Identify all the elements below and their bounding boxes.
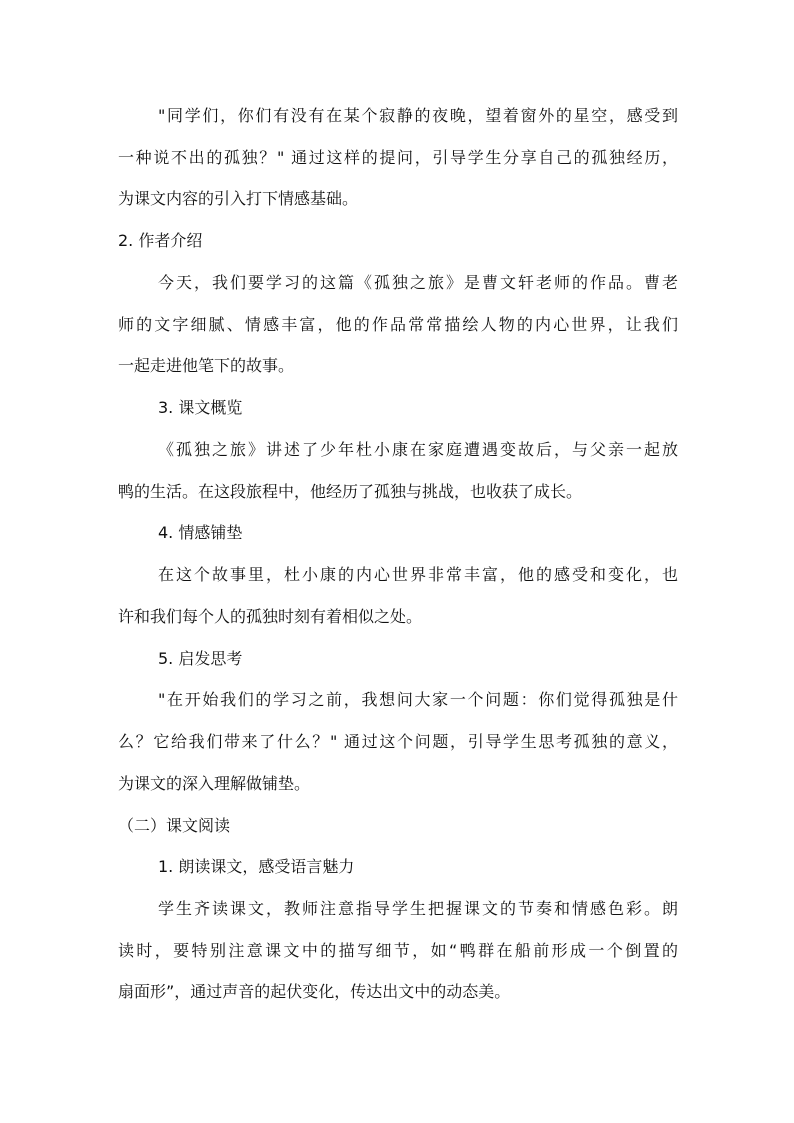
para2-line1: 今天，我们要学习的这篇《孤独之旅》是曹文轩老师的作品。曹老 xyxy=(158,273,678,292)
para5-line2: 么？它给我们带来了什么？" 通过这个问题，引导学生思考孤独的意义， xyxy=(118,732,678,751)
heading-author-intro: 2. 作者介绍 xyxy=(118,231,203,250)
heading-text-overview: 3. 课文概览 xyxy=(158,398,243,417)
para1-line2: 一种说不出的孤独？" 通过这样的提问，引导学生分享自己的孤独经历， xyxy=(118,148,678,167)
para3-line2: 鸭的生活。在这段旅程中，他经历了孤独与挑战，也收获了成长。 xyxy=(118,482,583,501)
para2-line2: 师的文字细腻、情感丰富，他的作品常常描绘人物的内心世界，让我们 xyxy=(118,315,678,334)
para2-line3: 一起走进他笔下的故事。 xyxy=(118,356,295,375)
heading-read-aloud: 1. 朗读课文，感受语言魅力 xyxy=(158,857,355,876)
para5-line3: 为课文的深入理解做铺垫。 xyxy=(118,774,311,793)
para6-line2: 读时，要特别注意课文中的描写细节，如“鸭群在船前形成一个倒置的 xyxy=(118,941,678,960)
heading-inspire-thinking: 5. 启发思考 xyxy=(158,649,243,668)
para6-line1: 学生齐读课文，教师注意指导学生把握课文的节奏和情感色彩。朗 xyxy=(158,899,678,918)
para1-line1: "同学们，你们有没有在某个寂静的夜晚，望着窗外的星空，感受到 xyxy=(158,106,678,125)
para5-line1: "在开始我们的学习之前，我想问大家一个问题：你们觉得孤独是什 xyxy=(158,690,678,709)
para4-line1: 在这个故事里，杜小康的内心世界非常丰富，他的感受和变化，也 xyxy=(158,565,678,584)
para1-line3: 为课文内容的引入打下情感基础。 xyxy=(118,189,359,208)
section-text-reading: （二）课文阅读 xyxy=(118,816,231,835)
para6-line3: 扇面形”，通过声音的起伏变化，传达出文中的动态美。 xyxy=(118,982,511,1001)
para3-line1: 《孤独之旅》讲述了少年杜小康在家庭遭遇变故后，与父亲一起放 xyxy=(158,440,678,459)
heading-emotional-setup: 4. 情感铺垫 xyxy=(158,523,243,542)
para4-line2: 许和我们每个人的孤独时刻有着相似之处。 xyxy=(118,607,423,626)
